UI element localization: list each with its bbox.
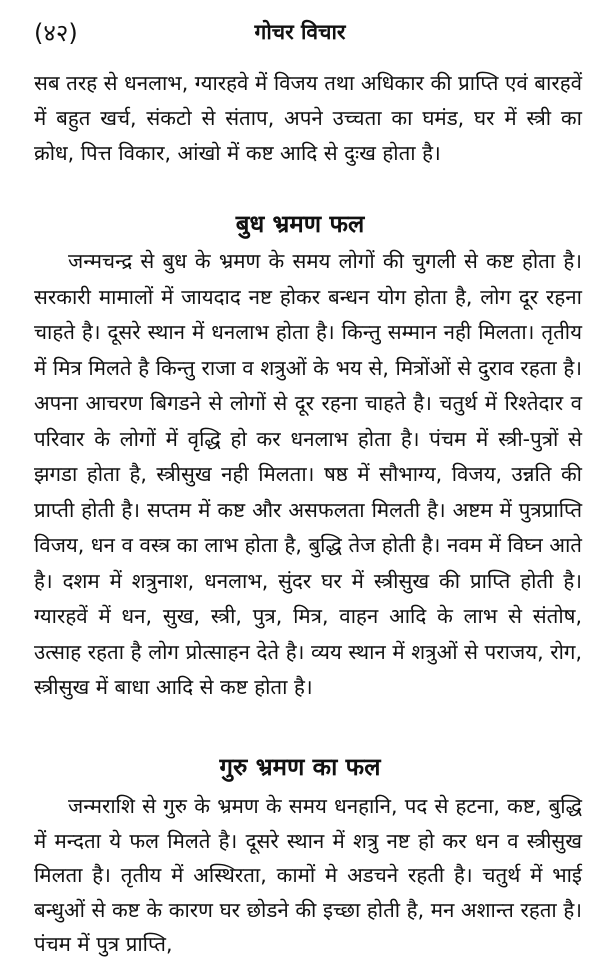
section-paragraph-budh: जन्मचन्द्र से बुध के भ्रमण के समय लोगों की चुगली से कष्ट होता है। सरकारी मामालों में जायदाद नष्ट होकर बन्धन योग होता है, लोग दूर रहना चाहते है। दूसरे स्थान में धनलाभ होता है। किन्तु सम्मान नही मिलता। तृतीय में मित्र मिलते है किन्तु राजा व शत्रुओं के भय से, मित्रोंओं से दुराव रहता है। अपना आचरण बिगडने से लोगों से दूर रहना चाहते है। चतुर्थ में रिश्तेदार व परिवार के लोगों में वृद्धि हो कर धनलाभ होता है। पंचम में स्त्री-पुत्रों से झगडा होता है, स्त्रीसुख नही मिलता। षष्ठ में सौभाग्य, विजय, उन्नति की प्राप्ती होती है। सप्तम में कष्ट और असफलता मिलती है। अष्टम में पुत्रप्राप्ति विजय, धन व वस्त्र का लाभ होता है, बुद्धि तेज होती है। नवम में विघ्न आते है। दशम में शत्रुनाश, धनलाभ, सुंदर घर में स्त्रीसुख की प्राप्ति होती है। ग्यारहवें में धन, सुख, स्त्री, पुत्र, मित्र, वाहन आदि के लाभ से संतोष, उत्साह रहता है लोग प्रोत्साहन देते है। व्यय स्थान में शत्रुओं से पराजय, रोग, स्त्रीसुख में बाधा आदि से कष्ट होता है। [34,249,582,699]
running-title: गोचर विचार [254,20,346,44]
section-paragraph-guru: जन्मराशि से गुरु के भ्रमण के समय धनहानि, पद से हटना, कष्ट, बुद्धि में मन्दता ये फल मिलते है। दूसरे स्थान में शत्रु नष्ट हो कर धन व स्त्रीसुख मिलता है। तृतीय में अस्थिरता, कामों मे अडचने रहती है। चतुर्थ में भाई बन्धुओं से कष्ट के कारण घर छोडने की इच्छा होती है, मन अशान्त रहता है। पंचम में पुत्र प्राप्ति, [34,794,582,956]
section-heading-budh: बुध भ्रमण फल [235,210,365,238]
page-header [0,14,600,54]
page-number: (४२) [34,19,78,47]
section-heading-guru: गुरु भ्रमण का फल [219,753,381,781]
intro-paragraph: सब तरह से धनलाभ, ग्यारहवे में विजय तथा अधिकार की प्राप्ति एवं बारहवें में बहुत खर्च, संकटो से संताप, अपने उच्चता का घमंड, घर में स्त्री का क्रोध, पित्त विकार, आंखो में कष्ट आदि से दुःख होता है। [34,71,582,165]
